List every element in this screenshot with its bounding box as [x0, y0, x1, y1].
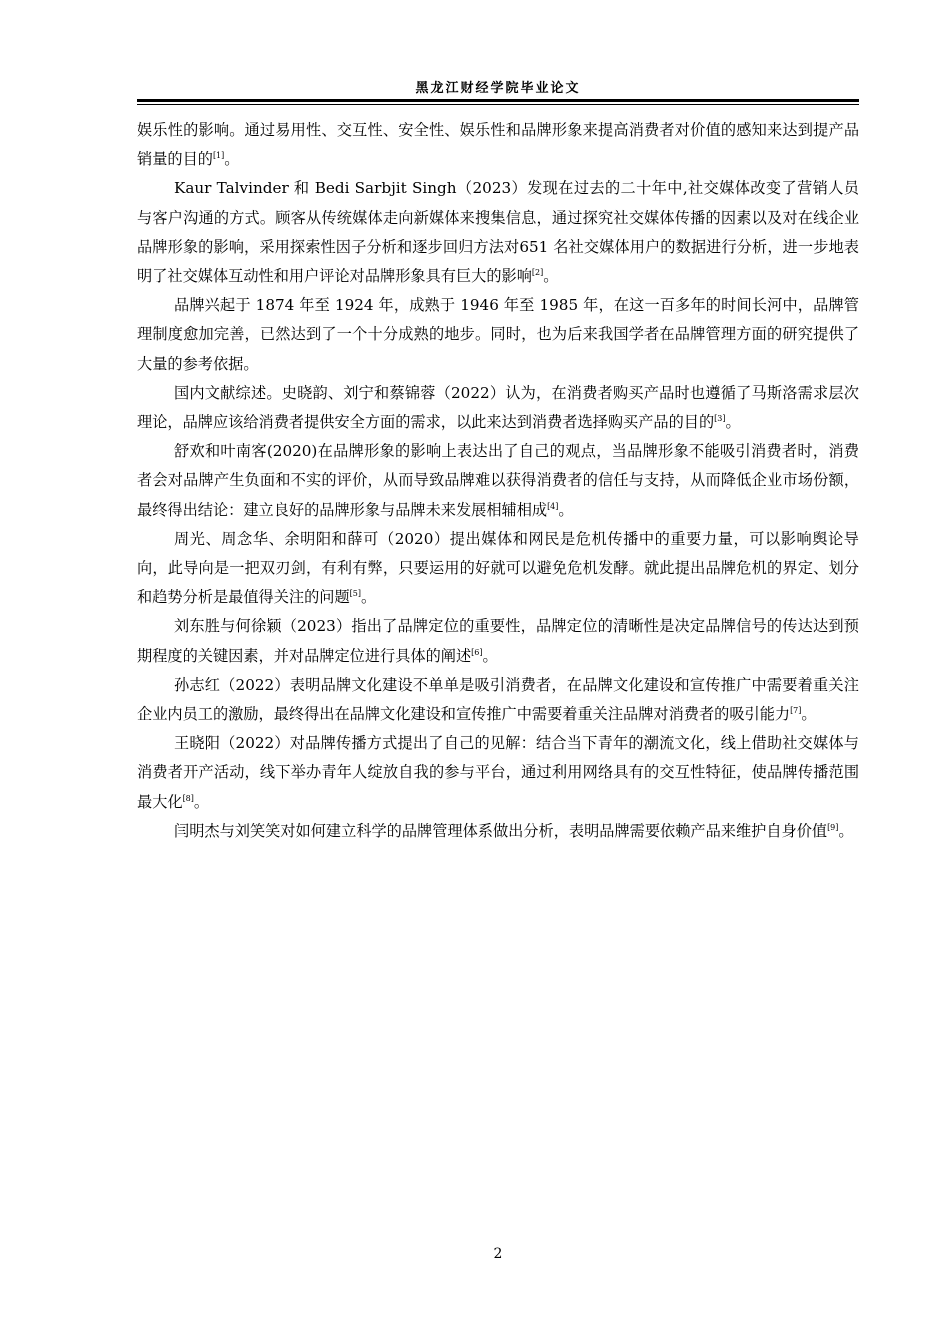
paragraph-tail: 。	[838, 821, 854, 840]
paragraph-tail: 。	[224, 150, 240, 169]
running-header: 黑龙江财经学院毕业论文	[415, 81, 581, 96]
citation-marker: [6]	[471, 647, 483, 657]
paragraph-1	[137, 116, 859, 174]
paragraph-text: 品牌兴起于 1874 年至 1924 年，成熟于 1946 年至 1985 年，在这一百多年的时间长河中，品牌管理制度愈加完善，已然达到了一个十分成熟的地步。同时，也为后来我国学者在品牌管理方面的研究提供了大量的参考依据。	[137, 296, 859, 373]
paragraph-10	[137, 817, 859, 846]
paragraph-text: 王晓阳（2022）对品牌传播方式提出了自己的见解：结合当下青年的潮流文化，线上借助社交媒体与消费者开产活动，线下举办青年人绽放自我的参与平台，通过利用网络具有的交互性特征，使品牌传播范围最大化	[137, 734, 859, 811]
paragraph-tail: 。	[360, 588, 377, 607]
paragraph-tail: 。	[558, 500, 574, 519]
paragraph-6	[137, 525, 859, 613]
paragraph-tail: 。	[801, 705, 817, 724]
paragraph-tail: 。	[193, 792, 210, 811]
citation-marker: [1]	[212, 151, 225, 161]
citation-marker: [9]	[827, 822, 839, 832]
header-rule-thin	[137, 104, 859, 105]
paragraph-4	[137, 379, 859, 437]
citation-marker: [7]	[790, 706, 802, 716]
paragraph-tail: 。	[543, 267, 559, 286]
paragraph-5	[137, 437, 859, 525]
paragraph-8	[137, 671, 859, 729]
header-rule-thick	[137, 99, 859, 102]
paragraph-text: 国内文献综述。史晓韵、刘宁和蔡锦蓉（2022）认为，在消费者购买产品时也遵循了马斯洛需求层次理论，品牌应该给消费者提供安全方面的需求，以此来达到消费者选择购买产品的目的	[137, 383, 859, 432]
paragraph-7	[137, 612, 859, 670]
paragraph-text: 刘东胜与何徐颖（2023）指出了品牌定位的重要性，品牌定位的清晰性是决定品牌信号的传达达到预期程度的关键因素，并对品牌定位进行具体的阐述	[137, 617, 859, 665]
paragraph-9	[137, 729, 859, 817]
paragraph-text: 闫明杰与刘笑笑对如何建立科学的品牌管理体系做出分析，表明品牌需要依赖产品来维护自身价值	[174, 821, 828, 840]
paragraph-text: 娱乐性的影响。通过易用性、交互性、安全性、娱乐性和品牌形象来提高消费者对价值的感知来达到提产品销量的目的	[137, 121, 859, 169]
paragraph-tail: 。	[725, 413, 741, 432]
citation-marker: [8]	[182, 793, 194, 803]
paragraph-text: 周光、周念华、余明阳和薛可（2020）提出媒体和网民是危机传播中的重要力量，可以影响舆论导向，此导向是一把双刃剑，有利有弊，只要运用的好就可以避免危机发酵。就此提出品牌危机的界定、划分和趋势分析是最值得关注的问题	[137, 529, 859, 607]
paragraph-text: Kaur Talvinder 和 Bedi Sarbjit Singh（2023）发现在过去的二十年中,社交媒体改变了营销人员与客户沟通的方式。顾客从传统媒体走向新媒体来搜集信息，通过探究社交媒体传播的因素以及对在线企业品牌形象的影响，采用探索性因子分析和逐步回归方法对651 名社交媒体用户的数据进行分析，进一步地表明了社交媒体互动性和用户评论对品牌形象具有巨大的影响	[137, 179, 859, 286]
paragraph-3	[137, 291, 859, 379]
paragraph-tail: 。	[482, 646, 498, 665]
paragraph-2	[137, 174, 859, 291]
page-number: 2	[493, 1246, 503, 1262]
citation-marker: [2]	[531, 268, 544, 278]
paragraph-text: 舒欢和叶南客(2020)在品牌形象的影响上表达出了自己的观点，当品牌形象不能吸引消费者时，消费者会对品牌产生负面和不实的评价，从而导致品牌难以获得消费者的信任与支持，从而降低企业市场份额，最终得出结论：建立良好的品牌形象与品牌未来发展相辅相成	[137, 442, 859, 519]
citation-marker: [4]	[547, 501, 559, 511]
paragraph-text: 孙志红（2022）表明品牌文化建设不单单是吸引消费者，在品牌文化建设和宣传推广中需要着重关注企业内员工的激励，最终得出在品牌文化建设和宣传推广中需要着重关注品牌对消费者的吸引能力	[137, 675, 859, 724]
body-text	[137, 116, 859, 846]
citation-marker: [3]	[714, 414, 726, 424]
citation-marker: [5]	[349, 589, 361, 599]
